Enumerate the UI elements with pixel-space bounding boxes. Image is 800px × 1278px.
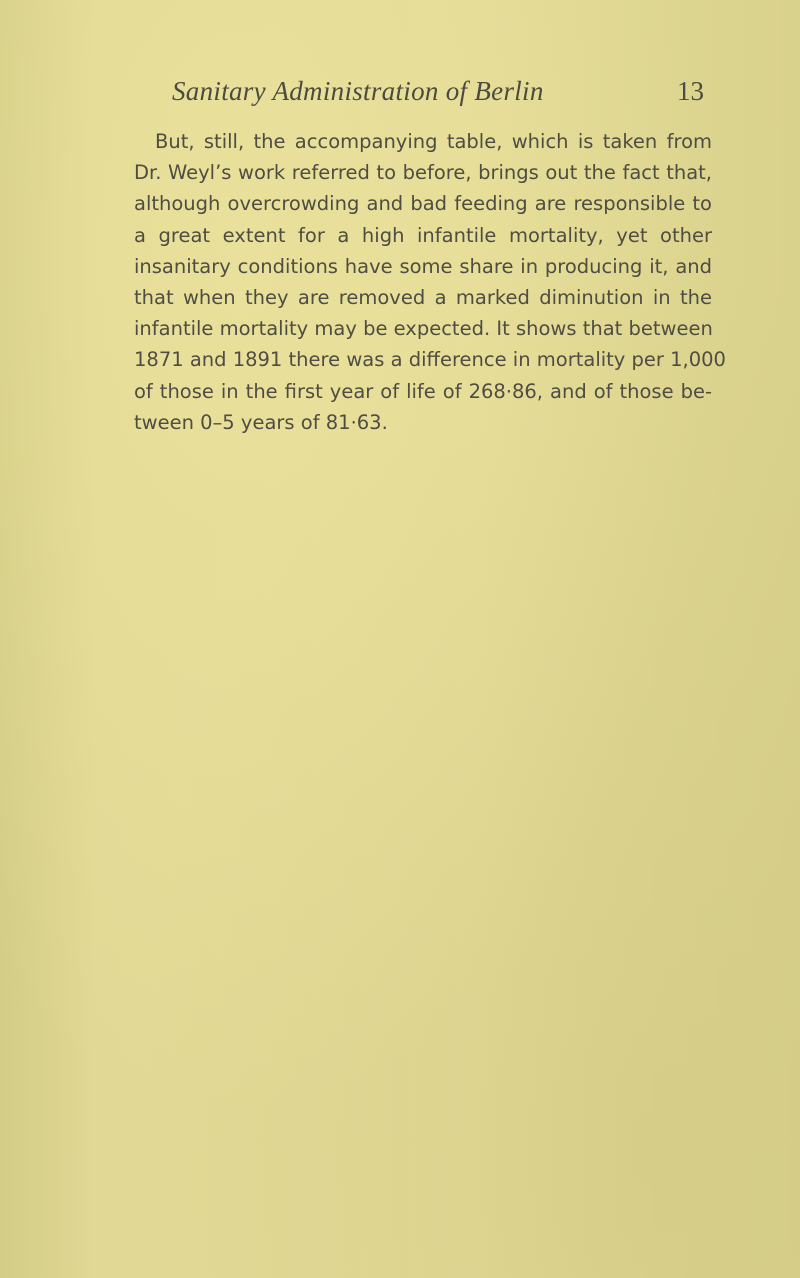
paragraph-line: But, still, the accompanying table, which is taken from [155,130,712,153]
paragraph-line: although overcrowding and bad feeding are responsible to [134,192,712,216]
paragraph-line: a great extent for a high infantile mortality, yet other [134,223,712,247]
page-number: 13 [677,76,704,106]
body-paragraph [134,126,726,438]
paragraph-line: 1871 and 1891 there was a difference in mortality per 1,000 [134,348,726,372]
paragraph-line: insanitary conditions have some share in producing it, and [134,254,712,278]
running-head [172,76,712,110]
running-title: Sanitary Administration of Berlin [172,76,544,106]
paragraph-line: of those in the first year of life of 268·86, and of those be- [134,379,712,403]
paragraph-line: tween 0–5 years of 81·63. [134,410,388,434]
paragraph-line: Dr. Weyl’s work referred to before, brings out the fact that, [134,161,712,185]
paragraph-line: that when they are removed a marked diminution in the [134,285,712,309]
paragraph-line: infantile mortality may be expected. It shows that between [134,317,713,341]
